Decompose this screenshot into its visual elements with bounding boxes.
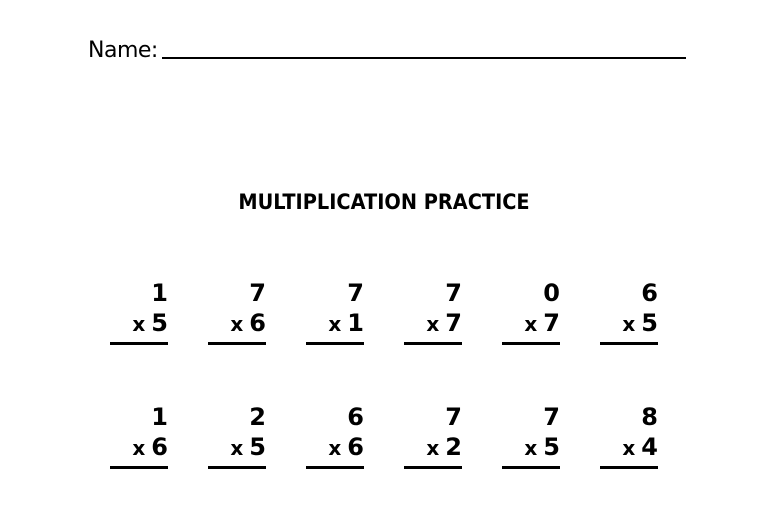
problem xyxy=(600,402,660,469)
multiplicand: 7 xyxy=(445,279,462,307)
answer-line[interactable] xyxy=(404,342,462,345)
multiplier: 1 xyxy=(347,309,364,337)
multiplier-row xyxy=(600,308,660,339)
multiplier: 6 xyxy=(249,309,266,337)
multiply-sign: x xyxy=(132,436,146,460)
multiply-sign: x xyxy=(328,312,342,336)
multiplier-row xyxy=(110,308,170,339)
answer-line[interactable] xyxy=(306,466,364,469)
answer-line[interactable] xyxy=(502,466,560,469)
answer-line[interactable] xyxy=(600,342,658,345)
problem xyxy=(502,278,562,345)
multiplicand: 6 xyxy=(641,279,658,307)
multiplicand: 6 xyxy=(347,403,364,431)
multiplier-row xyxy=(404,432,464,463)
multiplicand: 1 xyxy=(151,279,168,307)
multiply-sign: x xyxy=(132,312,146,336)
multiplier: 5 xyxy=(249,433,266,461)
answer-line[interactable] xyxy=(306,342,364,345)
multiplier-row xyxy=(306,308,366,339)
multiplier: 2 xyxy=(445,433,462,461)
problem xyxy=(404,278,464,345)
multiply-sign: x xyxy=(622,436,636,460)
multiplicand: 1 xyxy=(151,403,168,431)
problem xyxy=(306,402,366,469)
multiplier-row xyxy=(208,432,268,463)
multiplier: 6 xyxy=(151,433,168,461)
problem xyxy=(208,278,268,345)
multiplicand: 0 xyxy=(543,279,560,307)
problem xyxy=(600,278,660,345)
multiplier-row xyxy=(404,308,464,339)
multiplier: 5 xyxy=(151,309,168,337)
name-label: Name: xyxy=(88,38,158,63)
multiplier-row xyxy=(306,432,366,463)
problem xyxy=(110,402,170,469)
problem xyxy=(208,402,268,469)
multiplier-row xyxy=(600,432,660,463)
multiply-sign: x xyxy=(426,436,440,460)
problem xyxy=(306,278,366,345)
problem xyxy=(110,278,170,345)
name-line[interactable] xyxy=(162,57,686,59)
multiply-sign: x xyxy=(622,312,636,336)
multiply-sign: x xyxy=(230,436,244,460)
multiply-sign: x xyxy=(426,312,440,336)
answer-line[interactable] xyxy=(404,466,462,469)
multiplier-row xyxy=(502,308,562,339)
answer-line[interactable] xyxy=(208,342,266,345)
problem xyxy=(502,402,562,469)
multiplicand: 7 xyxy=(249,279,266,307)
answer-line[interactable] xyxy=(208,466,266,469)
problem xyxy=(404,402,464,469)
worksheet-title: MULTIPLICATION PRACTICE xyxy=(238,190,530,214)
multiplicand: 8 xyxy=(641,403,658,431)
multiply-sign: x xyxy=(328,436,342,460)
multiplier: 5 xyxy=(641,309,658,337)
multiplicand: 7 xyxy=(445,403,462,431)
multiplicand: 2 xyxy=(249,403,266,431)
multiplier: 7 xyxy=(445,309,462,337)
multiplier: 5 xyxy=(543,433,560,461)
answer-line[interactable] xyxy=(110,466,168,469)
multiply-sign: x xyxy=(524,436,538,460)
multiplier: 7 xyxy=(543,309,560,337)
name-row xyxy=(88,38,686,64)
multiply-sign: x xyxy=(524,312,538,336)
multiplicand: 7 xyxy=(347,279,364,307)
answer-line[interactable] xyxy=(110,342,168,345)
multiplier: 6 xyxy=(347,433,364,461)
multiplier-row xyxy=(502,432,562,463)
multiply-sign: x xyxy=(230,312,244,336)
answer-line[interactable] xyxy=(600,466,658,469)
multiplicand: 7 xyxy=(543,403,560,431)
answer-line[interactable] xyxy=(502,342,560,345)
multiplier-row xyxy=(208,308,268,339)
multiplier: 4 xyxy=(641,433,658,461)
multiplier-row xyxy=(110,432,170,463)
